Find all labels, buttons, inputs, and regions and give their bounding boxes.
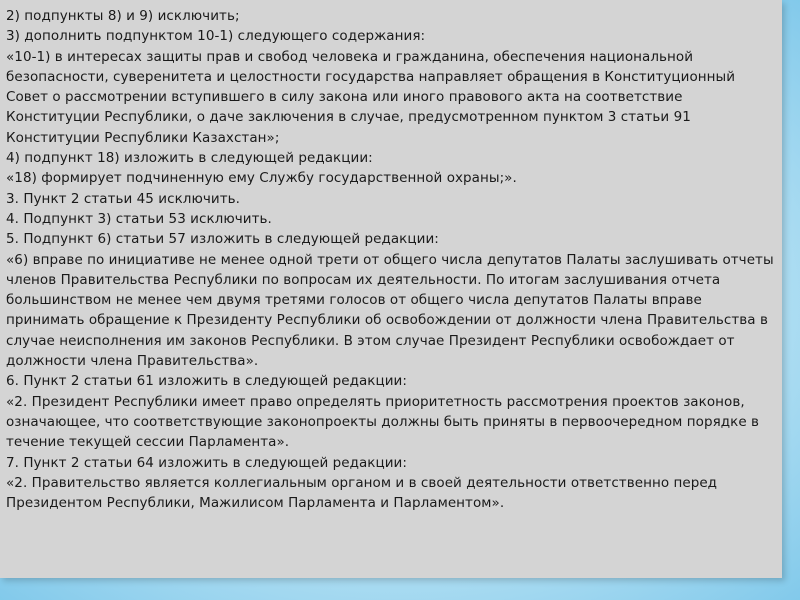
paragraph-item-2-exclude: 2) подпункты 8) и 9) исключить; (6, 8, 240, 24)
paragraph-point-6-article-61: 6. Пункт 2 статьи 61 изложить в следующей редакции: (6, 373, 407, 390)
paragraph-point-7-article-64: 7. Пункт 2 статьи 64 изложить в следующей редакции: (6, 454, 407, 471)
paragraph-point-4-article-53: 4. Подпункт 3) статьи 53 исключить. (6, 210, 272, 227)
paragraph-point-5-article-57: 5. Подпункт 6) статьи 57 изложить в следующей редакции: (6, 231, 439, 248)
paragraph-article-64-text: «2. Правительство является коллегиальным органом и в своей деятельности ответственно перед Президентом Республики, Мажилисом Парламента и Парламентом». (6, 474, 718, 512)
paragraph-subitem-10-1-text: «10-1) в интересах защиты прав и свобод человека и гражданина, обеспечения национальной безопасности, суверенитета и целостности государства направляет обращения в Конституционный Совет о рассмотрении вступившего в силу закона или иного правового акта на соответствие Конституции Республики, о даче заключения в случае, предусмотренном пунктом 3 статьи 91 Конституции Республики Казахстан»; (6, 48, 736, 146)
paragraph-subitem-18-text: «18) формирует подчиненную ему Службу государственной охраны;». (6, 170, 517, 187)
paragraph-subitem-6-text: «6) вправе по инициативе не менее одной трети от общего числа депутатов Палаты заслушивать отчеты членов Правительства Республики по вопросам их деятельности. По итогам заслушивания отчета большинством не менее чем двумя третями голосов от общего числа депутатов Палаты вправе принимать обращение к Президенту Республики об освобождении от должности члена Правительства в случае неисполнения им законов Республики. В этом случае Президент Республики освобождает от должности члена Правительства». (6, 251, 774, 370)
paragraph-item-4-amend: 4) подпункт 18) изложить в следующей редакции: (6, 150, 373, 167)
paragraph-article-61-text: «2. Президент Республики имеет право определять приоритетность рассмотрения проектов законов, означающее, что соответствующие законопроекты должны быть приняты в первоочередном порядке в течение текущей сессии Парламента». (6, 393, 760, 451)
document-body (6, 6, 776, 513)
paragraph-point-3-article-45: 3. Пункт 2 статьи 45 исключить. (6, 190, 240, 207)
paragraph-item-3-add: 3) дополнить подпунктом 10-1) следующего содержания: (6, 28, 426, 45)
